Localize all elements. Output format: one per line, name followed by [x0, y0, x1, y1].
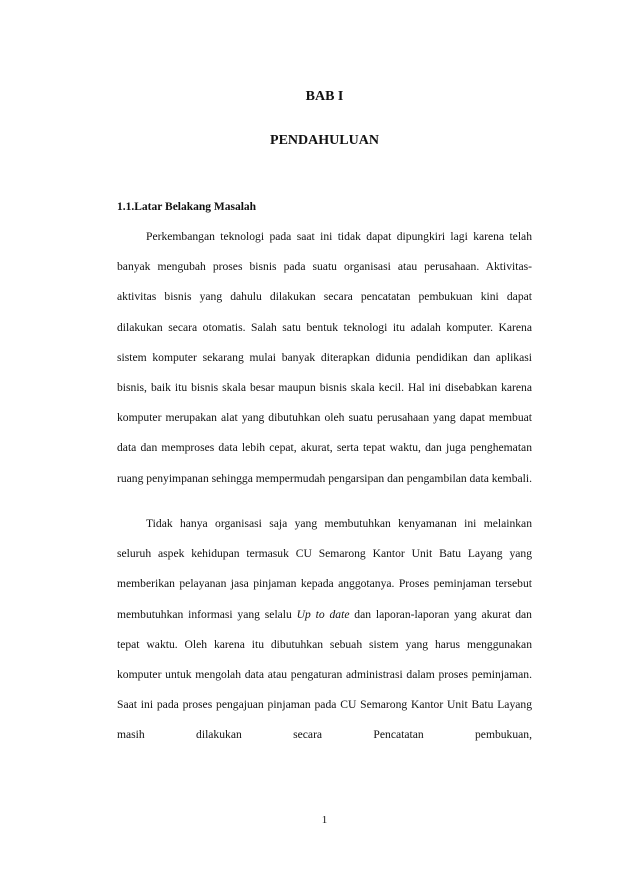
- paragraph-2-italic: Up to date: [296, 607, 350, 621]
- paragraph-2-text-after: dan laporan-laporan yang akurat dan tepat waktu. Oleh karena itu dibutuhkan sebuah sistem yang harus menggunakan komputer untuk mengolah data atau pengaturan administrasi dalam proses peminjaman. Saat ini pada proses pengajuan pinjaman pada CU Semarong Kantor Unit Batu Layang masih dilakukan secara Pencatatan pembukuan,: [117, 607, 532, 742]
- chapter-number: BAB I: [305, 89, 344, 104]
- paragraph-1: [117, 222, 532, 494]
- paragraph-1-text: Perkembangan teknologi pada saat ini tidak dapat dipungkiri lagi karena telah banyak mengubah proses bisnis pada suatu organisasi atau perusahaan. Aktivitas-aktivitas bisnis yang dahulu dilakukan secara pencatatan pembukuan kini dapat dilakukan secara otomatis. Salah satu bentuk teknologi itu adalah komputer. Karena sistem komputer sekarang mulai banyak diterapkan didunia pendidikan dan aplikasi bisnis, baik itu bisnis skala besar maupun bisnis skala kecil. Hal ini disebabkan karena komputer merupakan alat yang dibutuhkan oleh suatu perusahaan yang dapat membuat data dan memproses data lebih cepat, akurat, serta tepat waktu, dan juga penghematan ruang penyimpanan sehingga mempermudah pengarsipan dan pengambilan data kembali.: [117, 230, 532, 485]
- section-heading: 1.1.Latar Belakang Masalah: [117, 201, 257, 213]
- paragraph-2-text-before: Tidak hanya organisasi saja yang membutuhkan kenyamanan ini melainkan seluruh aspek kehidupan termasuk CU Semarong Kantor Unit Batu Layang yang memberikan pelayanan jasa pinjaman kepada anggotanya. Proses peminjaman tersebut membutuhkan informasi yang selalu: [117, 517, 532, 621]
- paragraph-2: [117, 509, 532, 751]
- page-number: 1: [321, 814, 328, 826]
- chapter-title: PENDAHULUAN: [270, 133, 379, 148]
